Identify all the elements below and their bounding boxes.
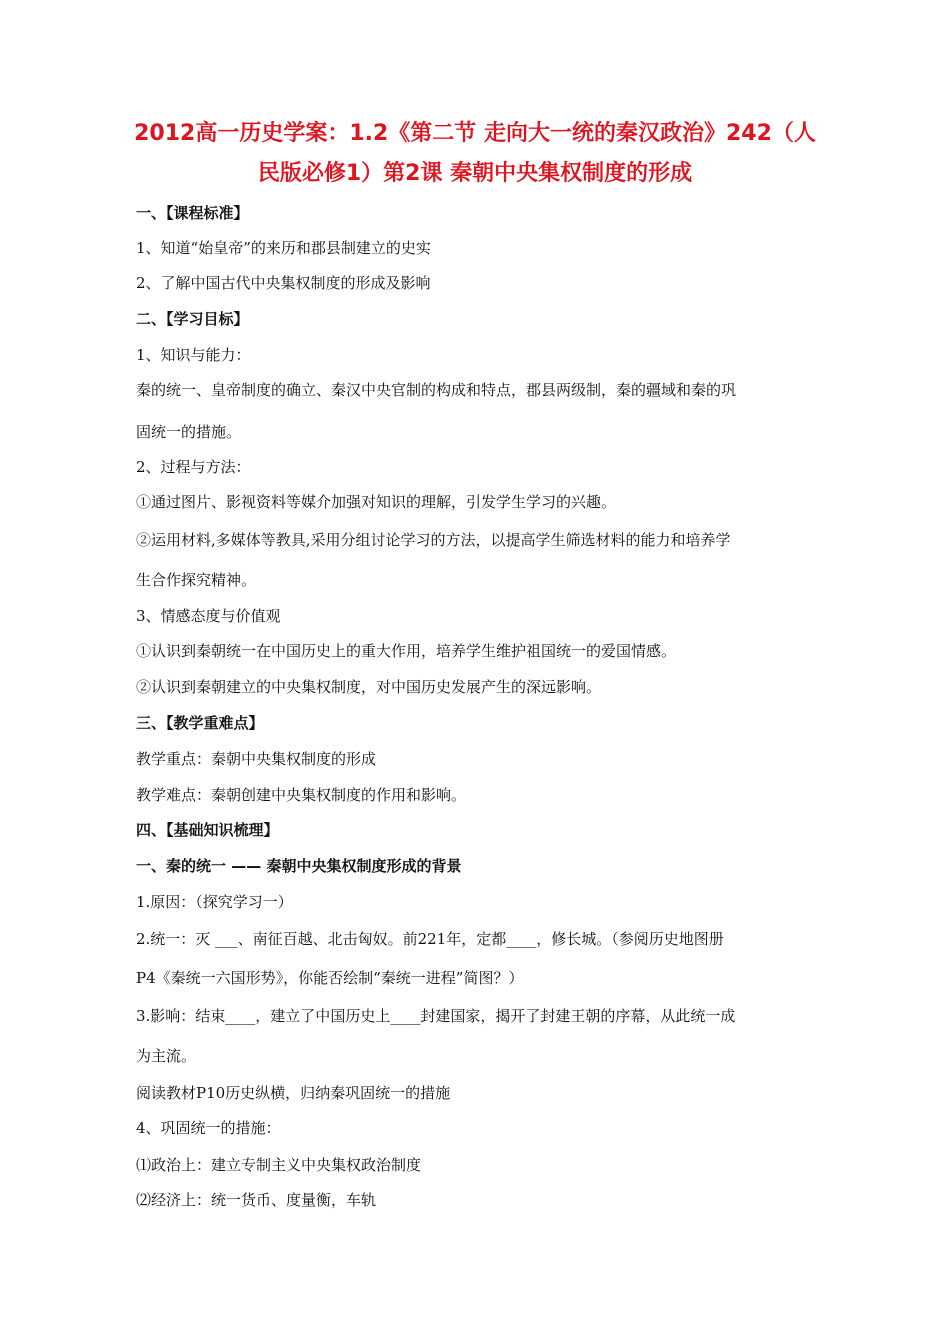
body-line: ①通过图片、影视资料等媒介加强对知识的理解，引发学生学习的兴趣。 — [136, 493, 617, 511]
body-line: ⑴政治上：建立专制主义中央集权政治制度 — [136, 1156, 422, 1174]
subsection-heading-qin-unification: 一、秦的统一 —— 秦朝中央集权制度形成的背景 — [136, 857, 462, 875]
section-heading-basic-knowledge: 四、【基础知识梳理】 — [136, 821, 279, 839]
body-line: 3.影响：结束____，建立了中国历史上____封建国家，揭开了封建王朝的序幕，从此统一成 — [136, 1007, 736, 1025]
body-line: 教学难点：秦朝创建中央集权制度的作用和影响。 — [136, 786, 467, 804]
body-line: 4、巩固统一的措施： — [136, 1119, 281, 1137]
body-line: 1、知道“始皇帝”的来历和郡县制建立的史实 — [136, 239, 431, 257]
body-line: 1.原因：（探究学习一） — [136, 893, 293, 911]
body-line: 秦的统一、皇帝制度的确立、秦汉中央官制的构成和特点，郡县两级制，秦的疆域和秦的巩 — [136, 381, 737, 399]
body-line: P4《秦统一六国形势》，你能否绘制“秦统一进程”简图？） — [136, 969, 524, 987]
section-heading-learning-goals: 二、【学习目标】 — [136, 310, 249, 328]
body-line: 固统一的措施。 — [136, 423, 242, 441]
document-title-line-2: 民版必修1）第2课 秦朝中央集权制度的形成 — [257, 161, 693, 186]
body-line: ②运用材料,多媒体等教具,采用分组讨论学习的方法，以提高学生筛选材料的能力和培养学 — [136, 531, 731, 549]
body-line: ⑵经济上：统一货币、度量衡，车轨 — [136, 1191, 377, 1209]
body-line: 教学重点：秦朝中央集权制度的形成 — [136, 750, 377, 768]
body-line: 2、过程与方法： — [136, 458, 251, 476]
section-heading-course-standard: 一、【课程标准】 — [136, 204, 249, 222]
body-line: 3、情感态度与价值观 — [136, 607, 281, 625]
body-line: ①认识到秦朝统一在中国历史上的重大作用，培养学生维护祖国统一的爱国情感。 — [136, 642, 677, 660]
body-line: ②认识到秦朝建立的中央集权制度，对中国历史发展产生的深远影响。 — [136, 678, 602, 696]
body-line: 2.统一：灭 ___、南征百越、北击匈奴。前221年，定都____，修长城。（参阅历史地图册 — [136, 930, 724, 948]
document-title-line-1: 2012高一历史学案：1.2《第二节 走向大一统的秦汉政治》242（人 — [134, 121, 816, 146]
body-line: 2、了解中国古代中央集权制度的形成及影响 — [136, 274, 431, 292]
body-line: 1、知识与能力： — [136, 346, 251, 364]
section-heading-key-points: 三、【教学重难点】 — [136, 714, 264, 732]
body-line: 阅读教材P10历史纵横，归纳秦巩固统一的措施 — [136, 1084, 451, 1102]
body-line: 为主流。 — [136, 1047, 197, 1065]
body-line: 生合作探究精神。 — [136, 571, 257, 589]
